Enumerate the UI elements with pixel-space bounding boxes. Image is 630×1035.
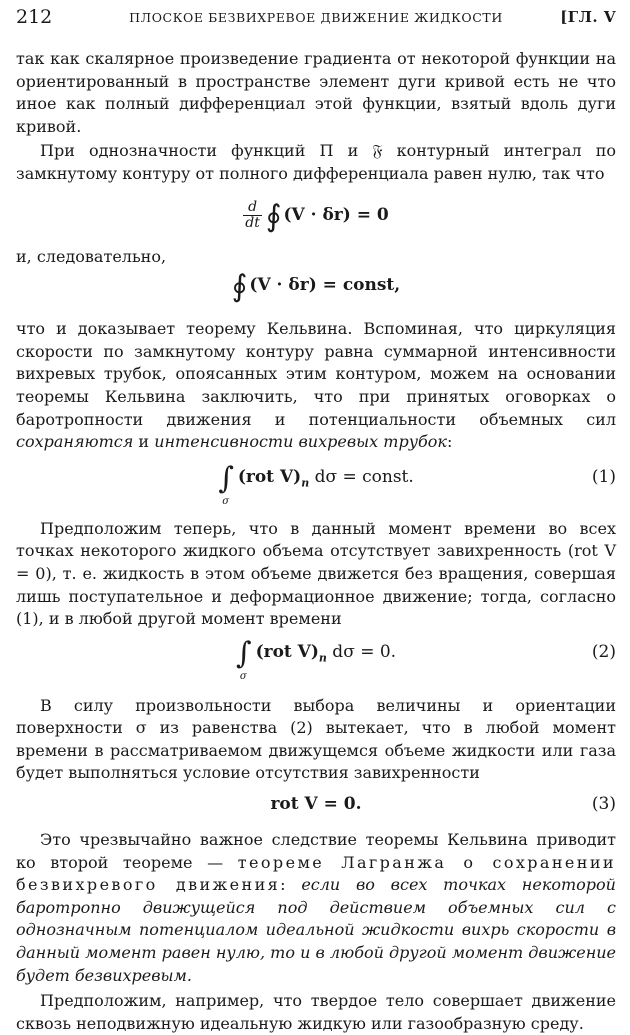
paragraph-2: При однозначности функций П и 𝔉 контурный интеграл по замкнутому контуру от полного дифференциала равен нулю, так что (16, 141, 616, 183)
paragraph-3: и, следовательно, (16, 246, 167, 266)
paragraph-5: Предположим теперь, что в данный момент времени во всех точках некоторого жидкого объема отсутствует завихренность (rot V = 0), т. е. жидкость в этом объеме движется без вращения, совершая лишь поступательное и деформационное движение; тогда, согласно (1), и в любой другой момент времени (16, 518, 616, 629)
lagrange-theorem-name: теореме Лагранжа о сохранении безвихревого движения (16, 852, 616, 895)
fraction-numerator: d (243, 200, 262, 216)
equation-lhs: (V · δr) = 0 (283, 204, 389, 225)
paragraph-8: Предположим, например, что твердое тело совершает движение сквозь неподвижную идеальную жидкую или газообразную среду. (16, 991, 616, 1033)
page-header (16, 6, 616, 32)
emphasis-preserved: сохраняются (16, 432, 134, 452)
equation-rest: dσ = 0. (326, 641, 397, 662)
paragraph-7-text: Это чрезвычайно важное следствие теоремы Кельвина приводит ко второй теореме — (16, 830, 616, 872)
equation-2 (16, 631, 616, 695)
paragraph-7 (16, 829, 616, 987)
paragraph-4-end: : (446, 432, 453, 452)
equation-number-2: (2) (591, 641, 616, 662)
integral-subscript: σ (239, 671, 247, 683)
contour-integral-sign: ∮ (265, 198, 282, 234)
equation-text: (V · δr) = const, (249, 275, 401, 296)
chapter-label: [ГЛ. V (560, 8, 616, 26)
irrotational-condition: rot V = 0. (270, 794, 362, 815)
contour-integral-sign: ∮ (231, 269, 248, 305)
paragraph-4-mid: и (133, 432, 155, 452)
fraction-d-dt (243, 200, 262, 231)
integral-glyph: ∫ (235, 635, 252, 671)
rot-v: (rot V) (237, 466, 302, 487)
normal-subscript: n (301, 476, 310, 490)
equation-number-1: (1) (591, 466, 616, 487)
lagrange-theorem-statement: если во всех точках некоторой баротропно движущейся под действием объемных сил с однозначным потенциалом идеальной жидкости вихрь скорости в данный момент равен нулю, то и в любой другой момент движение будет безвихревым. (16, 875, 616, 985)
fraction-denominator: dt (245, 214, 260, 231)
equation-1 (16, 454, 616, 518)
paragraph-1: так как скалярное произведение градиента от некоторой функции на ориентированный в пространстве элемент дуги кривой есть не что иное как полный дифференциал этой функции, взятый вдоль дуги кривой. (16, 49, 616, 136)
equation-rest: dσ = const. (309, 466, 414, 487)
paragraph-4 (16, 318, 616, 454)
page-body (16, 48, 616, 1035)
surface-integral-sign (235, 635, 252, 683)
integral-glyph: ∫ (218, 460, 234, 496)
page-number: 212 (16, 6, 53, 28)
equation-3 (16, 785, 616, 829)
running-title: ПЛОСКОЕ БЕЗВИХРЕВОЕ ДВИЖЕНИЕ ЖИДКОСТИ (129, 10, 503, 25)
normal-subscript: n (318, 651, 327, 665)
paragraph-6: В силу произвольности выбора величины и ориентации поверхности σ из равенства (2) вытекает, что в любой момент времени в рассматриваемом движущемся объеме жидкости или газа будет выполняться условие отсутствия завихренности (16, 695, 616, 783)
paragraph-7-colon: : (280, 875, 302, 895)
rot-v: (rot V) (255, 641, 319, 662)
equation-number-3: (3) (591, 794, 616, 815)
surface-integral-sign (218, 460, 234, 508)
paragraph-4-text: что и доказывает теорему Кельвина. Вспоминая, что циркуляция скорости по замкнутому контуру равна суммарной интенсивности вихревых трубок, опоясанных этим контуром, можем на основании теоремы Кельвина заключить, что при принятых оговорках о баротропности движения и потенциальности объемных сил (16, 319, 616, 429)
equation-circulation-derivative (16, 186, 616, 246)
integral-subscript: σ (222, 496, 230, 508)
emphasis-vortex-intensity: интенсивности вихревых трубок (154, 432, 447, 452)
equation-circulation-const (16, 268, 616, 318)
